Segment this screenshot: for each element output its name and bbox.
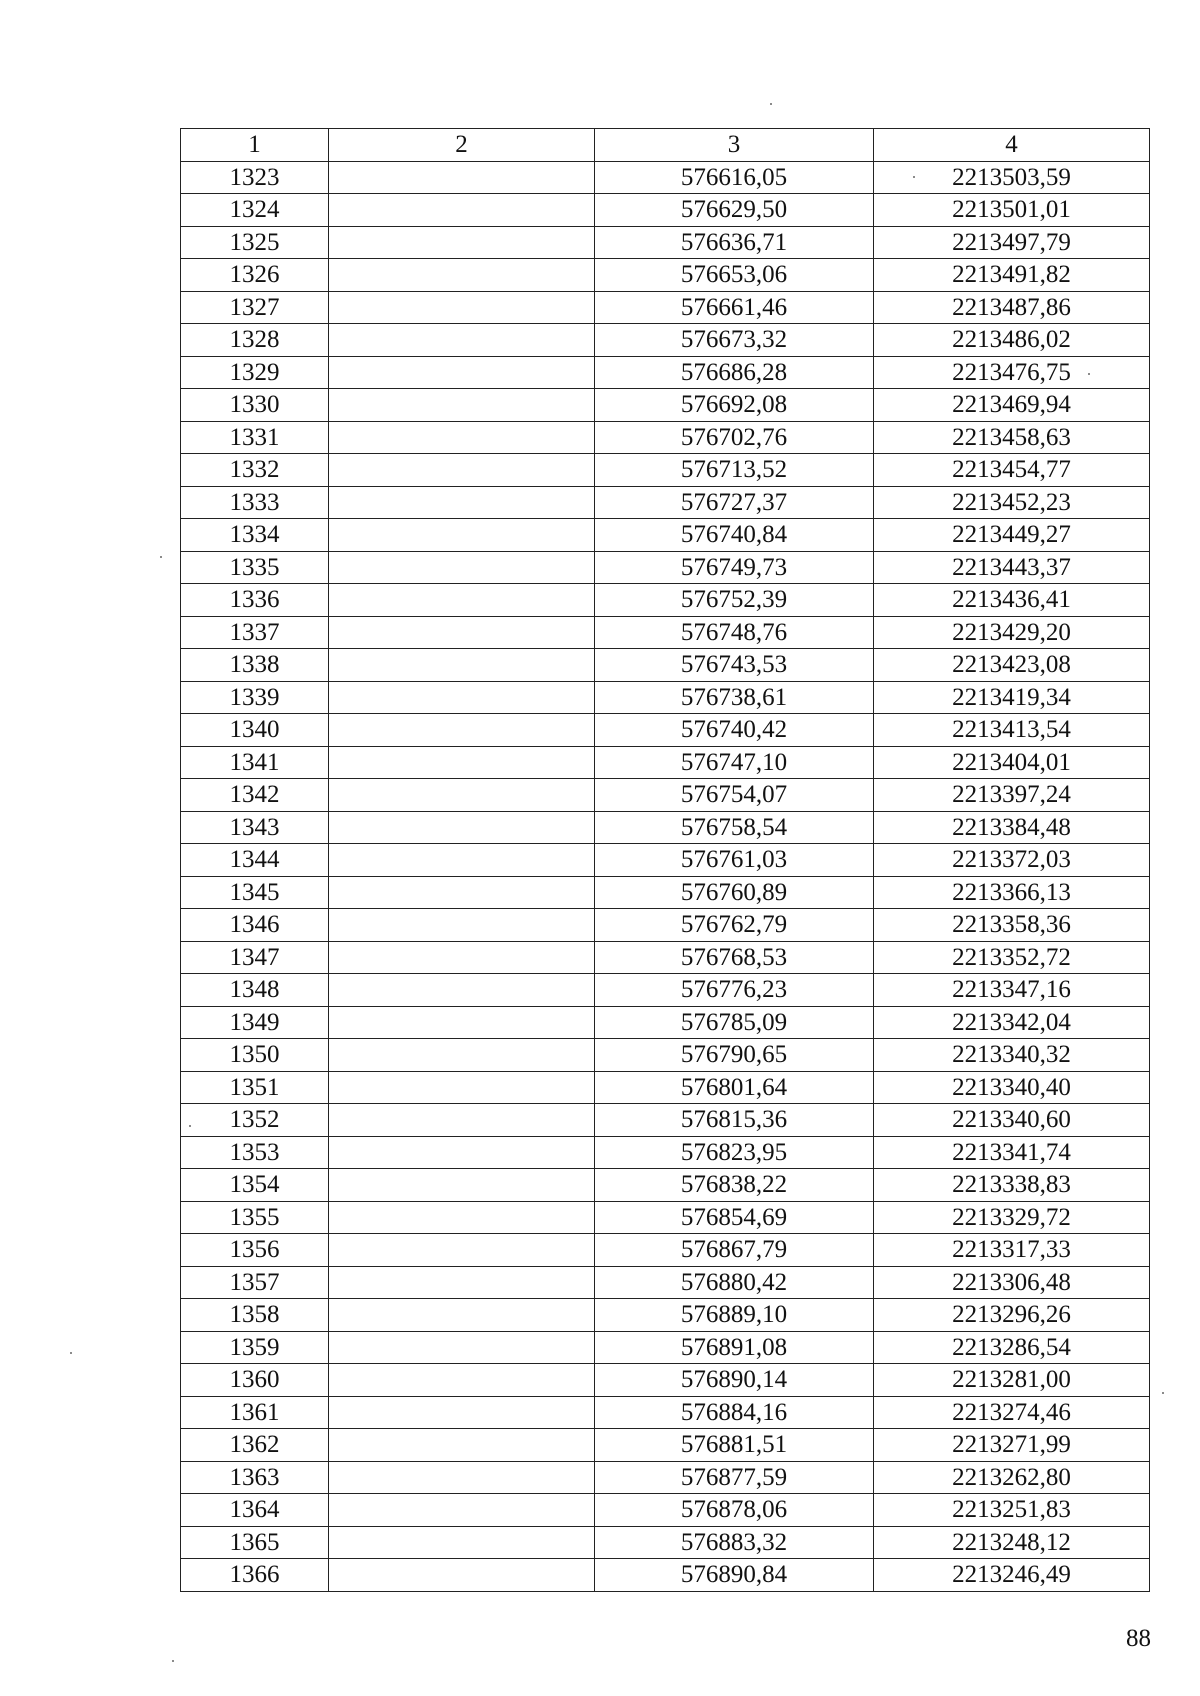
table-row — [181, 714, 1150, 747]
table-row — [181, 1331, 1150, 1364]
x-coordinate-cell: 576740,84 — [595, 519, 874, 552]
empty-cell — [329, 649, 595, 682]
table-row — [181, 1461, 1150, 1494]
point-number-cell: 1350 — [181, 1039, 329, 1072]
x-coordinate-cell: 576889,10 — [595, 1299, 874, 1332]
y-coordinate-cell: 2213271,99 — [874, 1429, 1150, 1462]
y-coordinate-cell: 2213338,83 — [874, 1169, 1150, 1202]
empty-cell — [329, 616, 595, 649]
table-row — [181, 1104, 1150, 1137]
table-row — [181, 454, 1150, 487]
point-number-cell: 1366 — [181, 1559, 329, 1592]
empty-cell — [329, 909, 595, 942]
point-number-cell: 1345 — [181, 876, 329, 909]
x-coordinate-cell: 576752,39 — [595, 584, 874, 617]
point-number-cell: 1339 — [181, 681, 329, 714]
table-row — [181, 1396, 1150, 1429]
y-coordinate-cell: 2213340,32 — [874, 1039, 1150, 1072]
point-number-cell: 1355 — [181, 1201, 329, 1234]
table-row — [181, 161, 1150, 194]
point-number-cell: 1346 — [181, 909, 329, 942]
table-row — [181, 1494, 1150, 1527]
point-number-cell: 1362 — [181, 1429, 329, 1462]
x-coordinate-cell: 576854,69 — [595, 1201, 874, 1234]
table-row — [181, 291, 1150, 324]
y-coordinate-cell: 2213419,34 — [874, 681, 1150, 714]
point-number-cell: 1325 — [181, 226, 329, 259]
table-row — [181, 909, 1150, 942]
scan-speck — [770, 103, 772, 105]
y-coordinate-cell: 2213497,79 — [874, 226, 1150, 259]
x-coordinate-cell: 576738,61 — [595, 681, 874, 714]
empty-cell — [329, 974, 595, 1007]
empty-cell — [329, 941, 595, 974]
y-coordinate-cell: 2213454,77 — [874, 454, 1150, 487]
x-coordinate-cell: 576748,76 — [595, 616, 874, 649]
empty-cell — [329, 779, 595, 812]
table-row — [181, 649, 1150, 682]
table-row — [181, 1039, 1150, 1072]
x-coordinate-cell: 576749,73 — [595, 551, 874, 584]
point-number-cell: 1334 — [181, 519, 329, 552]
y-coordinate-cell: 2213251,83 — [874, 1494, 1150, 1527]
x-coordinate-cell: 576762,79 — [595, 909, 874, 942]
y-coordinate-cell: 2213429,20 — [874, 616, 1150, 649]
x-coordinate-cell: 576890,14 — [595, 1364, 874, 1397]
point-number-cell: 1328 — [181, 324, 329, 357]
table-row — [181, 356, 1150, 389]
y-coordinate-cell: 2213372,03 — [874, 844, 1150, 877]
table-row — [181, 421, 1150, 454]
empty-cell — [329, 714, 595, 747]
column-header: 2 — [329, 129, 595, 162]
empty-cell — [329, 1364, 595, 1397]
x-coordinate-cell: 576702,76 — [595, 421, 874, 454]
point-number-cell: 1357 — [181, 1266, 329, 1299]
scan-speck — [160, 556, 162, 558]
table-row — [181, 259, 1150, 292]
point-number-cell: 1344 — [181, 844, 329, 877]
table-row — [181, 1526, 1150, 1559]
empty-cell — [329, 584, 595, 617]
table-row — [181, 1201, 1150, 1234]
y-coordinate-cell: 2213347,16 — [874, 974, 1150, 1007]
point-number-cell: 1343 — [181, 811, 329, 844]
column-header: 1 — [181, 129, 329, 162]
point-number-cell: 1360 — [181, 1364, 329, 1397]
scan-speck — [172, 1660, 174, 1662]
empty-cell — [329, 291, 595, 324]
empty-cell — [329, 1266, 595, 1299]
empty-cell — [329, 1234, 595, 1267]
point-number-cell: 1359 — [181, 1331, 329, 1364]
empty-cell — [329, 194, 595, 227]
x-coordinate-cell: 576785,09 — [595, 1006, 874, 1039]
empty-cell — [329, 1299, 595, 1332]
scan-speck — [189, 1125, 191, 1127]
x-coordinate-cell: 576790,65 — [595, 1039, 874, 1072]
point-number-cell: 1342 — [181, 779, 329, 812]
table-row — [181, 1234, 1150, 1267]
table-row — [181, 1266, 1150, 1299]
point-number-cell: 1324 — [181, 194, 329, 227]
table-row — [181, 389, 1150, 422]
empty-cell — [329, 1071, 595, 1104]
y-coordinate-cell: 2213436,41 — [874, 584, 1150, 617]
y-coordinate-cell: 2213503,59 — [874, 161, 1150, 194]
x-coordinate-cell: 576880,42 — [595, 1266, 874, 1299]
point-number-cell: 1353 — [181, 1136, 329, 1169]
point-number-cell: 1333 — [181, 486, 329, 519]
point-number-cell: 1349 — [181, 1006, 329, 1039]
x-coordinate-cell: 576692,08 — [595, 389, 874, 422]
empty-cell — [329, 1494, 595, 1527]
point-number-cell: 1352 — [181, 1104, 329, 1137]
y-coordinate-cell: 2213423,08 — [874, 649, 1150, 682]
scan-speck — [1162, 1392, 1164, 1394]
x-coordinate-cell: 576838,22 — [595, 1169, 874, 1202]
y-coordinate-cell: 2213384,48 — [874, 811, 1150, 844]
point-number-cell: 1365 — [181, 1526, 329, 1559]
table-row — [181, 519, 1150, 552]
empty-cell — [329, 1429, 595, 1462]
point-number-cell: 1340 — [181, 714, 329, 747]
point-number-cell: 1337 — [181, 616, 329, 649]
table-row — [181, 551, 1150, 584]
empty-cell — [329, 486, 595, 519]
point-number-cell: 1330 — [181, 389, 329, 422]
empty-cell — [329, 454, 595, 487]
x-coordinate-cell: 576673,32 — [595, 324, 874, 357]
empty-cell — [329, 1104, 595, 1137]
coordinates-table — [180, 128, 1150, 1592]
point-number-cell: 1354 — [181, 1169, 329, 1202]
empty-cell — [329, 1461, 595, 1494]
column-header: 3 — [595, 129, 874, 162]
point-number-cell: 1335 — [181, 551, 329, 584]
empty-cell — [329, 1169, 595, 1202]
point-number-cell: 1351 — [181, 1071, 329, 1104]
y-coordinate-cell: 2213404,01 — [874, 746, 1150, 779]
empty-cell — [329, 551, 595, 584]
x-coordinate-cell: 576636,71 — [595, 226, 874, 259]
table-row — [181, 844, 1150, 877]
point-number-cell: 1348 — [181, 974, 329, 1007]
y-coordinate-cell: 2213397,24 — [874, 779, 1150, 812]
table-row — [181, 746, 1150, 779]
table-row — [181, 1559, 1150, 1592]
point-number-cell: 1361 — [181, 1396, 329, 1429]
x-coordinate-cell: 576758,54 — [595, 811, 874, 844]
table-row — [181, 1136, 1150, 1169]
y-coordinate-cell: 2213486,02 — [874, 324, 1150, 357]
column-header: 4 — [874, 129, 1150, 162]
x-coordinate-cell: 576867,79 — [595, 1234, 874, 1267]
point-number-cell: 1327 — [181, 291, 329, 324]
table-row — [181, 1006, 1150, 1039]
table-row — [181, 1429, 1150, 1462]
y-coordinate-cell: 2213286,54 — [874, 1331, 1150, 1364]
table-row — [181, 324, 1150, 357]
y-coordinate-cell: 2213329,72 — [874, 1201, 1150, 1234]
x-coordinate-cell: 576776,23 — [595, 974, 874, 1007]
point-number-cell: 1326 — [181, 259, 329, 292]
empty-cell — [329, 844, 595, 877]
x-coordinate-cell: 576629,50 — [595, 194, 874, 227]
x-coordinate-cell: 576760,89 — [595, 876, 874, 909]
empty-cell — [329, 811, 595, 844]
y-coordinate-cell: 2213413,54 — [874, 714, 1150, 747]
x-coordinate-cell: 576768,53 — [595, 941, 874, 974]
x-coordinate-cell: 576616,05 — [595, 161, 874, 194]
y-coordinate-cell: 2213262,80 — [874, 1461, 1150, 1494]
table-row — [181, 941, 1150, 974]
x-coordinate-cell: 576823,95 — [595, 1136, 874, 1169]
y-coordinate-cell: 2213487,86 — [874, 291, 1150, 324]
empty-cell — [329, 1136, 595, 1169]
point-number-cell: 1358 — [181, 1299, 329, 1332]
header-row — [181, 129, 1150, 162]
table-row — [181, 616, 1150, 649]
x-coordinate-cell: 576815,36 — [595, 1104, 874, 1137]
table-row — [181, 1071, 1150, 1104]
point-number-cell: 1332 — [181, 454, 329, 487]
point-number-cell: 1336 — [181, 584, 329, 617]
empty-cell — [329, 1396, 595, 1429]
point-number-cell: 1347 — [181, 941, 329, 974]
table-row — [181, 779, 1150, 812]
empty-cell — [329, 324, 595, 357]
table-row — [181, 226, 1150, 259]
x-coordinate-cell: 576881,51 — [595, 1429, 874, 1462]
point-number-cell: 1338 — [181, 649, 329, 682]
table-row — [181, 194, 1150, 227]
y-coordinate-cell: 2213469,94 — [874, 389, 1150, 422]
x-coordinate-cell: 576877,59 — [595, 1461, 874, 1494]
scan-speck — [1088, 373, 1090, 375]
point-number-cell: 1341 — [181, 746, 329, 779]
table-row — [181, 974, 1150, 1007]
y-coordinate-cell: 2213306,48 — [874, 1266, 1150, 1299]
empty-cell — [329, 259, 595, 292]
scan-speck — [70, 1352, 72, 1354]
y-coordinate-cell: 2213281,00 — [874, 1364, 1150, 1397]
empty-cell — [329, 1006, 595, 1039]
page-number: 88 — [1126, 1625, 1151, 1652]
table-body — [181, 161, 1150, 1591]
point-number-cell: 1331 — [181, 421, 329, 454]
x-coordinate-cell: 576754,07 — [595, 779, 874, 812]
empty-cell — [329, 1331, 595, 1364]
empty-cell — [329, 1559, 595, 1592]
x-coordinate-cell: 576713,52 — [595, 454, 874, 487]
empty-cell — [329, 161, 595, 194]
y-coordinate-cell: 2213340,60 — [874, 1104, 1150, 1137]
x-coordinate-cell: 576747,10 — [595, 746, 874, 779]
y-coordinate-cell: 2213246,49 — [874, 1559, 1150, 1592]
empty-cell — [329, 226, 595, 259]
table-row — [181, 486, 1150, 519]
table-row — [181, 584, 1150, 617]
scan-speck — [913, 176, 915, 178]
table-row — [181, 876, 1150, 909]
empty-cell — [329, 519, 595, 552]
y-coordinate-cell: 2213352,72 — [874, 941, 1150, 974]
empty-cell — [329, 1526, 595, 1559]
empty-cell — [329, 1201, 595, 1234]
x-coordinate-cell: 576878,06 — [595, 1494, 874, 1527]
point-number-cell: 1364 — [181, 1494, 329, 1527]
table-row — [181, 811, 1150, 844]
y-coordinate-cell: 2213449,27 — [874, 519, 1150, 552]
x-coordinate-cell: 576891,08 — [595, 1331, 874, 1364]
x-coordinate-cell: 576761,03 — [595, 844, 874, 877]
y-coordinate-cell: 2213501,01 — [874, 194, 1150, 227]
point-number-cell: 1363 — [181, 1461, 329, 1494]
point-number-cell: 1356 — [181, 1234, 329, 1267]
y-coordinate-cell: 2213491,82 — [874, 259, 1150, 292]
y-coordinate-cell: 2213341,74 — [874, 1136, 1150, 1169]
x-coordinate-cell: 576653,06 — [595, 259, 874, 292]
y-coordinate-cell: 2213443,37 — [874, 551, 1150, 584]
x-coordinate-cell: 576884,16 — [595, 1396, 874, 1429]
x-coordinate-cell: 576801,64 — [595, 1071, 874, 1104]
empty-cell — [329, 421, 595, 454]
empty-cell — [329, 876, 595, 909]
empty-cell — [329, 389, 595, 422]
y-coordinate-cell: 2213358,36 — [874, 909, 1150, 942]
y-coordinate-cell: 2213476,75 — [874, 356, 1150, 389]
y-coordinate-cell: 2213340,40 — [874, 1071, 1150, 1104]
point-number-cell: 1329 — [181, 356, 329, 389]
y-coordinate-cell: 2213342,04 — [874, 1006, 1150, 1039]
y-coordinate-cell: 2213366,13 — [874, 876, 1150, 909]
point-number-cell: 1323 — [181, 161, 329, 194]
table-row — [181, 1299, 1150, 1332]
y-coordinate-cell: 2213317,33 — [874, 1234, 1150, 1267]
x-coordinate-cell: 576686,28 — [595, 356, 874, 389]
empty-cell — [329, 356, 595, 389]
empty-cell — [329, 1039, 595, 1072]
table-row — [181, 1364, 1150, 1397]
x-coordinate-cell: 576661,46 — [595, 291, 874, 324]
empty-cell — [329, 746, 595, 779]
y-coordinate-cell: 2213296,26 — [874, 1299, 1150, 1332]
y-coordinate-cell: 2213458,63 — [874, 421, 1150, 454]
x-coordinate-cell: 576883,32 — [595, 1526, 874, 1559]
x-coordinate-cell: 576890,84 — [595, 1559, 874, 1592]
empty-cell — [329, 681, 595, 714]
y-coordinate-cell: 2213274,46 — [874, 1396, 1150, 1429]
x-coordinate-cell: 576740,42 — [595, 714, 874, 747]
x-coordinate-cell: 576727,37 — [595, 486, 874, 519]
table-row — [181, 681, 1150, 714]
y-coordinate-cell: 2213452,23 — [874, 486, 1150, 519]
y-coordinate-cell: 2213248,12 — [874, 1526, 1150, 1559]
x-coordinate-cell: 576743,53 — [595, 649, 874, 682]
table-row — [181, 1169, 1150, 1202]
